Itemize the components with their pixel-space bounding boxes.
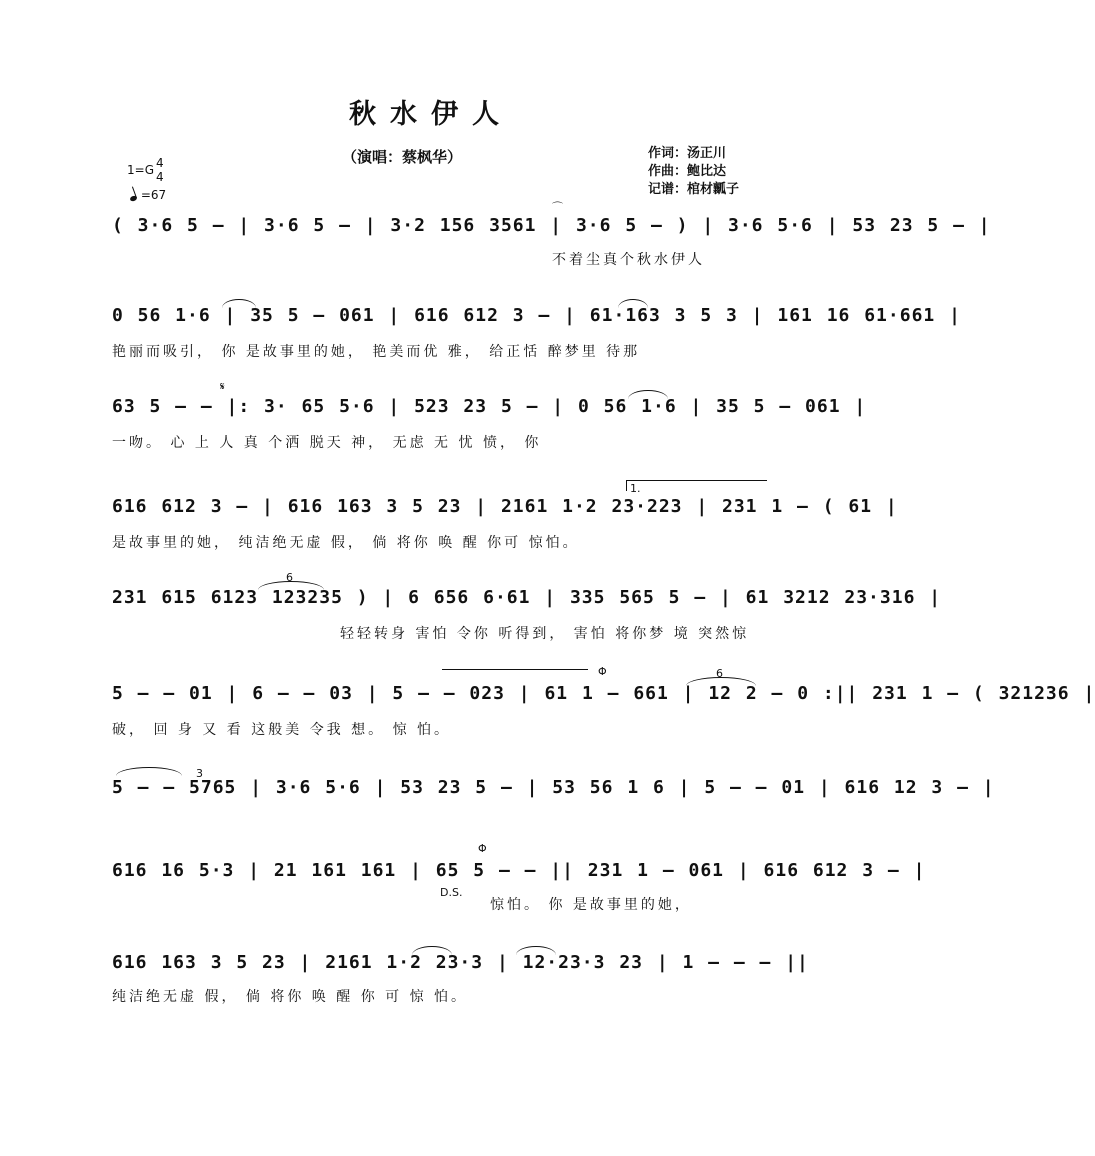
notation-line: 616 16 5·3 | 21 161 161 | 65 5 – – || 231 1 – 061 | 616 612 3 – | <box>112 860 926 881</box>
credits-block <box>648 145 739 199</box>
song-title: 秋水伊人 <box>349 99 513 130</box>
tuplet-six-label: 6 <box>286 571 293 584</box>
notation-line: 616 612 3 – | 616 163 3 5 23 | 2161 1·2 23·223 | 231 1 – ( 61 | <box>112 496 898 517</box>
slur <box>116 767 182 776</box>
fermata-icon: ⌒ <box>552 201 563 214</box>
slur <box>516 946 556 955</box>
tempo-marking <box>130 188 166 202</box>
first-ending-label: 1. <box>630 482 641 495</box>
transcriber-credit: 记谱：棺材瓤子 <box>648 182 740 197</box>
time-signature-top: 4 <box>156 156 164 170</box>
notation-line: 616 163 3 5 23 | 2161 1·2 23·3 | 12·23·3 23 | 1 – – – || <box>112 952 809 973</box>
first-ending-bracket <box>626 480 767 491</box>
tuplet-six-label: 6 <box>716 667 723 680</box>
lyric-line: 纯洁绝无虚 假， 倘 将你 唤 醒 你 可 惊 怕。 <box>112 989 469 1005</box>
segno-icon: 𝄋 <box>220 380 225 393</box>
key-signature: 1=G <box>127 163 154 177</box>
composer-credit: 作曲：鲍比达 <box>648 164 727 179</box>
slur <box>618 299 648 308</box>
slur <box>628 390 668 399</box>
lyric-line: 轻轻转身 害怕 令你 听得到， 害怕 将你梦 境 突然惊 <box>340 626 750 642</box>
lyric-line: 破， 回 身 又 看 这般美 令我 想。 惊 怕。 <box>112 722 452 738</box>
tuplet-three-label: 3 <box>196 767 203 780</box>
notation-line: 5 – – 01 | 6 – – 03 | 5 – – 023 | 61 1 – 661 | 12 2 – 0 :|| 231 1 – ( 321236 | <box>112 683 1095 704</box>
quarter-note-icon <box>129 195 137 202</box>
time-signature-bottom: 4 <box>156 170 164 184</box>
slur <box>412 946 452 955</box>
notation-line: 231 615 6123 123235 ) | 6 656 6·61 | 335 565 5 – | 61 3212 23·316 | <box>112 587 942 608</box>
notation-line: 63 5 – – |: 3· 65 5·6 | 523 23 5 – | 0 56 1·6 | 35 5 – 061 | <box>112 396 867 417</box>
lyric-line: 艳丽而吸引， 你 是故事里的她， 艳美而优 雅， 给正恬 醉梦里 待那 <box>112 344 641 360</box>
notation-line: ( 3·6 5 – | 3·6 5 – | 3·2 156 3561 | 3·6 5 – ) | 3·6 5·6 | 53 23 5 – | <box>112 215 991 236</box>
coda-icon: Φ <box>598 665 607 678</box>
coda-icon: Φ <box>478 842 487 855</box>
second-ending-bracket <box>442 669 588 680</box>
lyric-line: 是故事里的她， 纯洁绝无虚 假， 倘 将你 唤 醒 你可 惊怕。 <box>112 535 580 551</box>
lyricist-credit: 作词：汤正川 <box>648 146 727 161</box>
singer-credit: （演唱：蔡枫华） <box>342 148 463 166</box>
slur <box>222 299 256 308</box>
notation-line: 0 56 1·6 | 35 5 – 061 | 616 612 3 – | 61·163 3 5 3 | 161 16 61·661 | <box>112 305 961 326</box>
lyric-line: 惊怕。 你 是故事里的她， <box>490 897 692 913</box>
time-signature <box>156 156 164 184</box>
lyric-line: 一吻。 心 上 人 真 个洒 脱天 神， 无虑 无 忧 愤， 你 <box>112 435 542 451</box>
tempo-value: =67 <box>140 188 167 202</box>
lyric-line: 不着尘真个秋水伊人 <box>552 252 705 268</box>
notation-line: 5 – – 5765 | 3·6 5·6 | 53 23 5 – | 53 56 1 6 | 5 – – 01 | 616 12 3 – | <box>112 777 995 798</box>
dal-segno-label: D.S. <box>440 886 463 899</box>
